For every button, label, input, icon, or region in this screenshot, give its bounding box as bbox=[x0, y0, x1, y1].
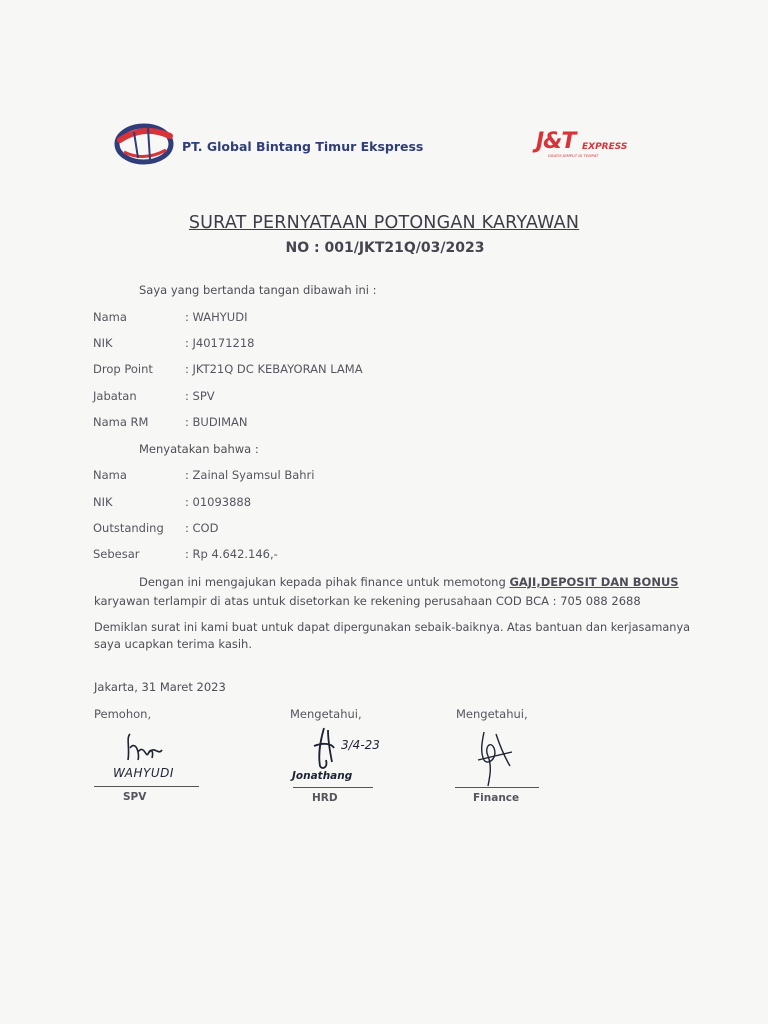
signer-label-rm: Nama RM bbox=[93, 415, 149, 429]
intro-text: Saya yang bertanda tangan dibawah ini : bbox=[139, 283, 377, 297]
deduction-items: GAJI,DEPOSIT DAN BONUS bbox=[509, 575, 679, 589]
signer-value-nik: : J40171218 bbox=[185, 336, 255, 350]
jnt-logo-main: J&T bbox=[536, 129, 576, 154]
handwritten-name-hrd: Jonathang bbox=[292, 770, 353, 782]
employee-value-outstanding: : COD bbox=[185, 521, 219, 535]
body-paragraph-1-line-1 bbox=[139, 575, 679, 589]
company-logo-icon bbox=[114, 122, 174, 166]
signature-spv-icon bbox=[118, 730, 168, 766]
body-paragraph-2-line-1: Demiklan surat ini kami buat untuk dapat dipergunakan sebaik-baiknya. Atas bantuan dan kerjasamanya bbox=[94, 621, 691, 634]
signature-line-spv bbox=[94, 786, 199, 787]
signer-label-nik: NIK bbox=[93, 336, 113, 350]
signature-role-finance: Finance bbox=[473, 792, 520, 804]
employee-value-name: : Zainal Syamsul Bahri bbox=[185, 468, 315, 482]
employee-label-name: Nama bbox=[93, 468, 127, 482]
signature-role-spv: SPV bbox=[123, 791, 147, 803]
body-paragraph-1-line-2: karyawan terlampir di atas untuk disetorkan ke rekening perusahaan COD BCA : 705 088 2688 bbox=[94, 594, 641, 608]
signer-label-drop-point: Drop Point bbox=[93, 362, 153, 376]
date-line: Jakarta, 31 Maret 2023 bbox=[94, 680, 226, 694]
signature-heading-hrd: Mengetahui, bbox=[290, 707, 362, 721]
body-paragraph-2-line-2: saya ucapkan terima kasih. bbox=[94, 637, 253, 651]
signature-role-hrd: HRD bbox=[312, 792, 338, 804]
signature-line-hrd bbox=[293, 787, 373, 788]
body-paragraph-1-text: Dengan ini mengajukan kepada pihak finance untuk memotong bbox=[139, 575, 510, 589]
signer-label-jabatan: Jabatan bbox=[93, 389, 137, 403]
signature-heading-pemohon: Pemohon, bbox=[94, 707, 152, 721]
employee-label-amount: Sebesar bbox=[93, 547, 140, 561]
signer-value-drop-point: : JKT21Q DC KEBAYORAN LAMA bbox=[185, 362, 363, 376]
signature-line-finance bbox=[455, 787, 539, 788]
signer-value-name: : WAHYUDI bbox=[185, 310, 248, 324]
jnt-logo bbox=[532, 129, 632, 163]
document-title: SURAT PERNYATAAN POTONGAN KARYAWAN bbox=[188, 213, 580, 233]
handwritten-date-hrd: 3/4-23 bbox=[341, 738, 380, 752]
employee-value-nik: : 01093888 bbox=[185, 495, 252, 509]
company-name: PT. Global Bintang Timur Ekspress bbox=[182, 139, 424, 154]
signer-value-jabatan: : SPV bbox=[185, 389, 215, 403]
signer-label-name: Nama bbox=[93, 310, 127, 324]
jnt-logo-sub: EXPRESS bbox=[582, 142, 628, 152]
jnt-tagline: GRATIS JEMPUT DI TEMPAT bbox=[548, 153, 599, 158]
statement-intro: Menyatakan bahwa : bbox=[139, 442, 259, 456]
signature-finance-icon bbox=[470, 726, 520, 790]
signature-heading-finance: Mengetahui, bbox=[456, 707, 528, 721]
handwritten-name-spv: WAHYUDI bbox=[113, 766, 174, 780]
signer-value-rm: : BUDIMAN bbox=[185, 415, 248, 429]
document-number: NO : 001/JKT21Q/03/2023 bbox=[285, 240, 485, 256]
signature-hrd-icon bbox=[306, 724, 346, 772]
employee-value-amount: : Rp 4.642.146,- bbox=[185, 547, 278, 561]
employee-label-outstanding: Outstanding bbox=[93, 521, 164, 535]
employee-label-nik: NIK bbox=[93, 495, 113, 509]
